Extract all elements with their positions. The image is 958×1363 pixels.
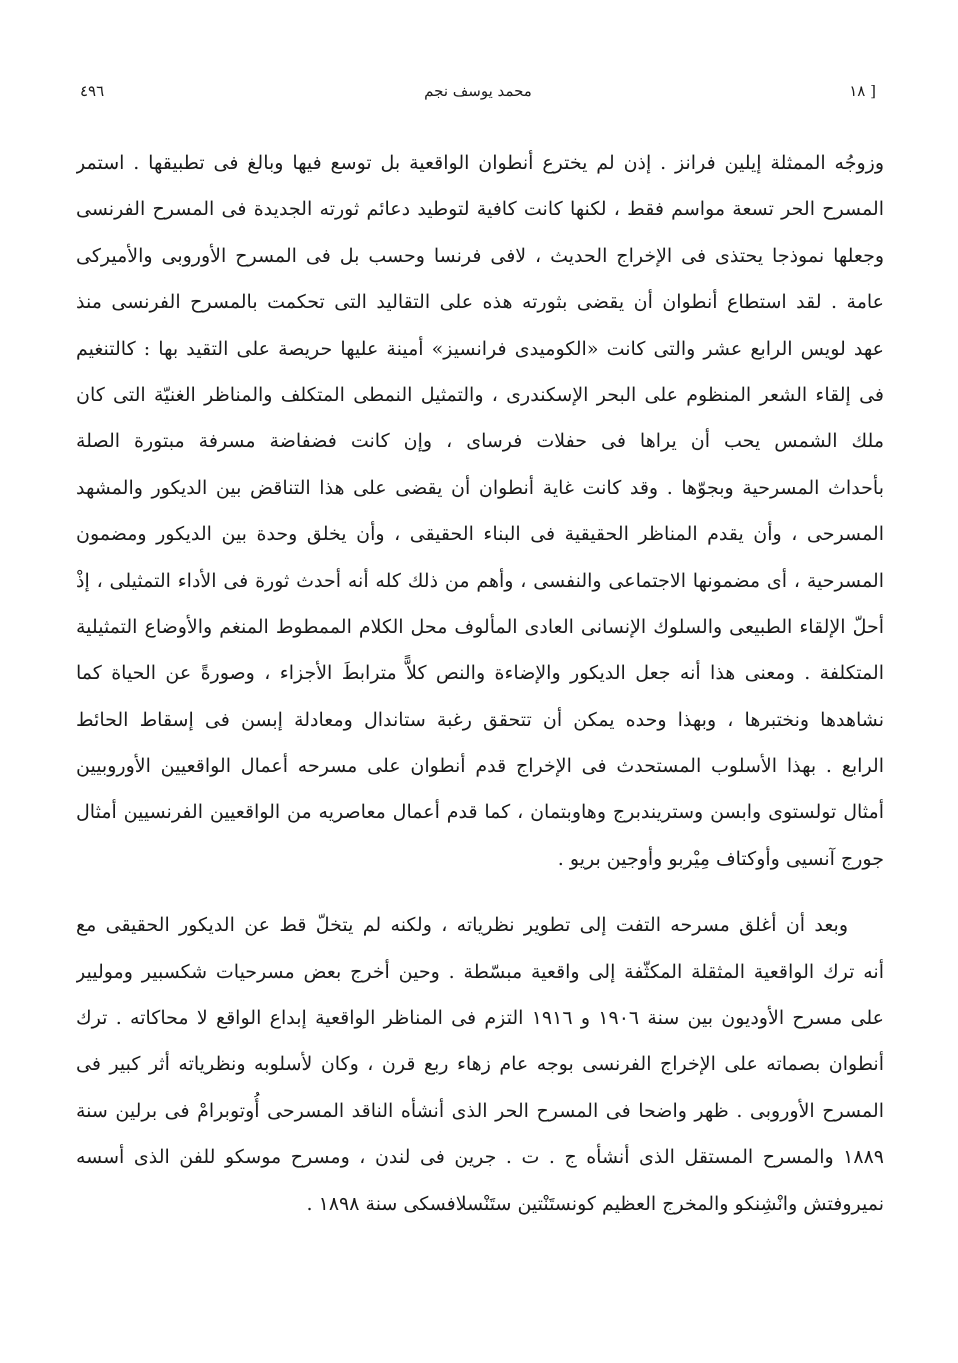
text-line: وبعد أن أغلق مسرحه التفت إلى تطوير نظرياته ، ولكنه لم يتخلّ قط عن الديكور الحقيقى مع — [76, 914, 848, 937]
paragraph-1 — [76, 140, 884, 882]
text-line: فى إلقاء الشعر المنظوم على البحر الإسكندرى ، والتمثيل النمطى المتكلف والمناظر الغنيّة التى كان — [76, 383, 884, 406]
page-number: ٤٩٦ — [80, 82, 105, 100]
text-line: المسرح الحر تسعة مواسم فقط ، لكنها كانت كافية لتوطيد دعائم ثورته الجديدة فى المسرح الفرنسى — [76, 198, 884, 221]
chapter-mark: [ ١٨ — [849, 82, 876, 100]
paragraph-gap — [76, 882, 884, 902]
text-line: المسرحى ، وأن يقدم المناظر الحقيقية فى البناء الحقيقى ، وأن يخلق وحدة بين الديكور ومضمون — [76, 523, 884, 546]
text-line: أنطوان بصماته على الإخراج الفرنسى بوجه عام زهاء ربع قرن ، وكان لأسلوبه ونظرياته أثر كبير فى — [76, 1053, 884, 1076]
text-line: نشاهدها ونختبرها ، وبهذا وحده يمكن أن تتحقق رغبة ستاندال ومعادلة إبسن فى إسقاط الحائط — [76, 708, 884, 731]
text-line: عامة . لقد استطاع أنطوان أن يقضى بثورته هذه على التقاليد التى تحكمت بالمسرح الفرنسى منذ — [76, 291, 884, 314]
paragraph-2 — [76, 902, 884, 1227]
text-line: نميروفتش وانْشِنكو والمخرج العظيم كونستَنْتين ستَنْسلافسكى سنة ١٨٩٨ . — [306, 1192, 884, 1215]
text-line: الرابع . بهذا الأسلوب المستحدث فى الإخراج قدم أنطوان على مسرحه أعمال الواقعيين الأوروبيين — [76, 755, 884, 778]
text-line: المتكلفة . ومعنى هذا أنه جعل الديكور والإضاءة والنص كلاًّ مترابطَ الأجزاء ، وصورةً عن الحياة كما — [76, 662, 884, 685]
text-line: ملك الشمس يحب أن يراها فى حفلات فرساى ، وإن كانت فضفاضة مسرفة مبتورة الصلة — [76, 430, 884, 453]
running-title: محمد يوسف نجم — [424, 82, 532, 100]
running-header — [80, 78, 876, 108]
text-line: أنه ترك الواقعية المثقلة المكثّفة إلى واقعية مبسّطة . وحين أخرج بعض مسرحيات شكسبير وموليير — [76, 960, 884, 983]
text-line: المسرح الأوروبى . ظهر واضحا فى المسرح الحر الذى أنشأه الناقد المسرحى أُوتوبرامْ فى برلين سنة — [76, 1099, 884, 1122]
text-line: على مسرح الأوديون بين سنة ١٩٠٦ و ١٩١٦ التزم فى المناظر الواقعية إبداع الواقع لا محاكاته . ترك — [76, 1007, 884, 1030]
text-line: أحلّ الإلقاء الطبيعى والسلوك الإنسانى العادى المألوف محل الكلام الممطوط المنغم والأوضاع التمثيلية — [76, 615, 884, 638]
text-line: أمثال تولستوى وابسن وستريندبرج وهاوبتمان ، كما قدم أعمال معاصريه من الواقعيين الفرنسيين أمثال — [76, 801, 884, 824]
text-line: عهد لويس الرابع عشر والتى كانت «الكوميدى فرانسيز» أمينة عليها حريصة على التقيد بها : كالتنغيم — [76, 337, 884, 360]
text-line: جورج آنسيى وأوكتاف مِيْربو وأوجين بريو . — [557, 847, 884, 870]
text-line: المسرحية ، أى مضمونها الاجتماعى والنفسى ، وأهم من ذلك كله أنه أحدث ثورة فى الأداء التمثيلى ، إذْ — [76, 569, 884, 592]
body-text — [76, 140, 884, 1227]
text-line: ١٨٨٩ والمسرح المستقل الذى أنشأه ج . ت . جرين فى لندن ، ومسرح موسكو للفن الذى أسسه — [76, 1146, 884, 1169]
text-line: وزوجُه الممثلة إيلين فرانز . إذن لم يخترع أنطوان الواقعية بل توسع فيها وبالغ فى تطبيقها . استمر — [76, 152, 884, 174]
text-line: وجعلها نموذجا يحتذى فى الإخراج الحديث ، لافى فرنسا وحسب بل فى المسرح الأوروبى والأميركى — [76, 244, 884, 267]
text-line: بأحداث المسرحية وبجوّها . وقد كانت غاية أنطوان أن يقضى على هذا التناقض بين الديكور والمشهد — [76, 476, 884, 499]
